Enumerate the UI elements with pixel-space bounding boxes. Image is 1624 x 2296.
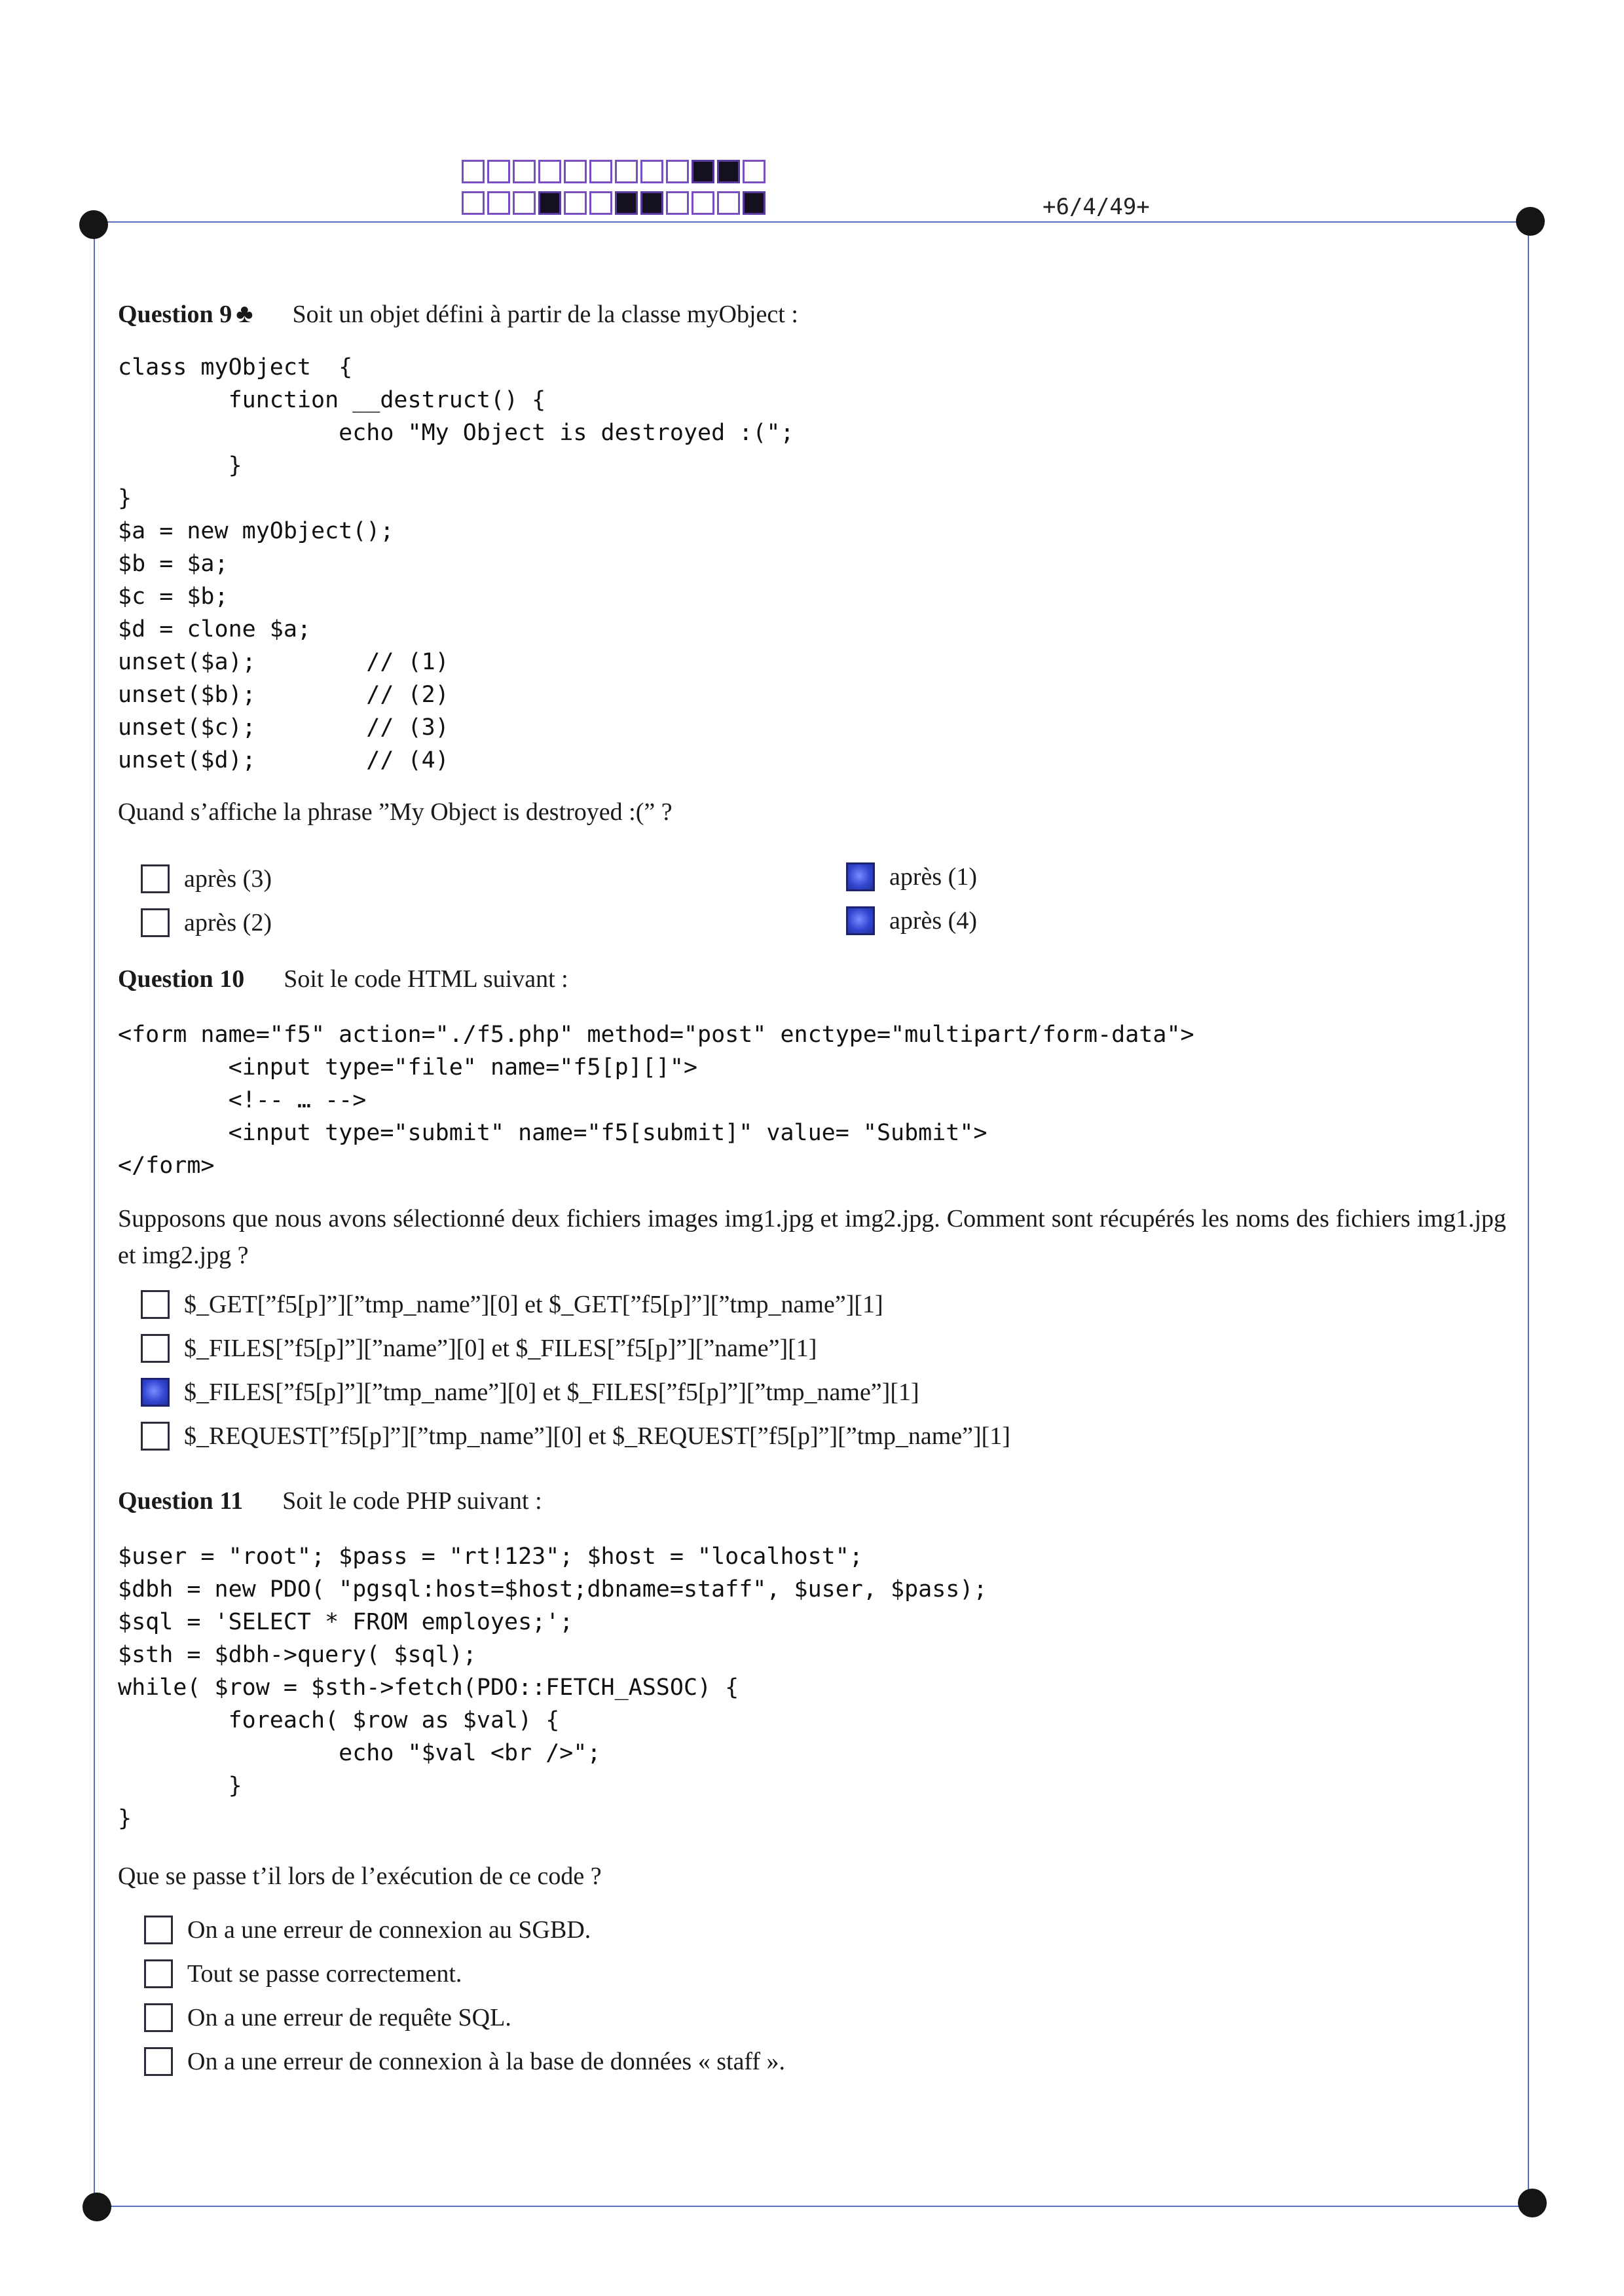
barcode-cell (666, 160, 689, 183)
checkbox[interactable] (144, 1959, 173, 1988)
registration-mark-bottom-right (1518, 2189, 1547, 2217)
q9-option-2[interactable] (141, 908, 272, 937)
q10-option-3[interactable] (141, 1378, 919, 1407)
question-9-number: Question 9 (118, 301, 232, 328)
q10-option-4[interactable] (141, 1422, 1010, 1451)
question-10-header (118, 965, 568, 993)
question-9-label (118, 301, 253, 328)
barcode-cell (513, 191, 536, 215)
option-label: On a une erreur de requête SQL. (187, 2004, 511, 2031)
barcode-cell (692, 191, 714, 215)
checkbox[interactable] (846, 906, 875, 935)
barcode-cell (564, 160, 587, 183)
barcode-cell (487, 160, 510, 183)
q9-option-4[interactable] (846, 906, 977, 935)
barcode-cell (538, 160, 561, 183)
q9-option-3[interactable] (846, 862, 977, 891)
registration-mark-top-right (1516, 207, 1545, 236)
q11-option-4[interactable] (144, 2047, 785, 2076)
option-label: $_REQUEST[”f5[p]”][”tmp_name”][0] et $_REQUEST[”f5[p]”][”tmp_name”][1] (184, 1422, 1010, 1450)
registration-mark-bottom-left (83, 2193, 111, 2221)
question-11-header (118, 1487, 542, 1515)
checkbox[interactable] (141, 1290, 170, 1319)
option-label: $_FILES[”f5[p]”][”tmp_name”][0] et $_FILES[”f5[p]”][”tmp_name”][1] (184, 1379, 919, 1406)
barcode-cell (462, 160, 485, 183)
option-label: Tout se passe correctement. (187, 1960, 462, 1988)
option-label: $_FILES[”f5[p]”][”name”][0] et $_FILES[”f5[p]”][”name”][1] (184, 1335, 817, 1362)
question-9-prompt: Quand s’affiche la phrase ”My Object is destroyed :(” ? (118, 798, 673, 826)
option-label: après (4) (889, 907, 977, 935)
q11-option-1[interactable] (144, 1916, 591, 1944)
barcode-cell (743, 191, 766, 215)
checkbox[interactable] (144, 2047, 173, 2076)
q11-option-3[interactable] (144, 2003, 511, 2032)
barcode-cell (513, 160, 536, 183)
question-10-prompt: Supposons que nous avons sélectionné deux fichiers images img1.jpg et img2.jpg. Comment sont récupérés les noms des fichiers img1.jpg et img2.jpg ? (118, 1205, 1506, 1269)
question-10-code: <form name="f5" action="./f5.php" method="post" enctype="multipart/form-data"> <input type="file" name="f5[p][]"> <!-- … --> <input type="submit" name="f5[submit]" value= "Submit"> </form> (118, 1022, 1194, 1179)
option-label: après (3) (184, 865, 272, 893)
barcode-cell (640, 191, 663, 215)
barcode-cell (615, 191, 638, 215)
barcode-cell (692, 160, 714, 183)
page-code: +6/4/49+ (1043, 194, 1150, 220)
question-9-header (118, 298, 798, 329)
barcode-row-2 (462, 191, 768, 215)
checkbox[interactable] (141, 864, 170, 893)
barcode-row-1 (462, 160, 768, 183)
checkbox[interactable] (846, 862, 875, 891)
barcode-cell (743, 160, 766, 183)
question-9-code: class myObject { function __destruct() { echo "My Object is destroyed :("; } } $a = new myObject(); $b = $a; $c = $b; $d = clone $a; unset($a); // (1) unset($b); // (2) unset($c); // (3) unset($d); // (4) (118, 354, 794, 773)
q9-option-1[interactable] (141, 864, 272, 893)
question-11-intro: Soit le code PHP suivant : (282, 1487, 542, 1515)
checkbox[interactable] (141, 908, 170, 937)
option-label: après (1) (889, 863, 977, 891)
barcode-cell (615, 160, 638, 183)
option-label: après (2) (184, 909, 272, 936)
barcode-cell (538, 191, 561, 215)
barcode-cell (487, 191, 510, 215)
option-label: $_GET[”f5[p]”][”tmp_name”][0] et $_GET[”f5[p]”][”tmp_name”][1] (184, 1291, 883, 1318)
question-11-label: Question 11 (118, 1487, 244, 1515)
barcode-cell (462, 191, 485, 215)
checkbox[interactable] (141, 1378, 170, 1407)
question-9-intro: Soit un objet défini à partir de la classe myObject : (292, 301, 798, 328)
q10-option-1[interactable] (141, 1290, 883, 1319)
barcode-cell (717, 160, 740, 183)
barcode-cell (640, 160, 663, 183)
checkbox[interactable] (144, 2003, 173, 2032)
question-10-intro: Soit le code HTML suivant : (284, 965, 568, 993)
checkbox[interactable] (141, 1422, 170, 1451)
barcode-cell (717, 191, 740, 215)
option-label: On a une erreur de connexion à la base de données « staff ». (187, 2048, 786, 2075)
barcode-cell (589, 160, 612, 183)
checkbox[interactable] (144, 1916, 173, 1944)
barcode-cell (666, 191, 689, 215)
club-icon: ♣ (236, 299, 253, 328)
barcode-cell (564, 191, 587, 215)
checkbox[interactable] (141, 1334, 170, 1363)
barcode-cell (589, 191, 612, 215)
q10-option-2[interactable] (141, 1334, 817, 1363)
q11-option-2[interactable] (144, 1959, 462, 1988)
question-11-prompt: Que se passe t’il lors de l’exécution de ce code ? (118, 1862, 602, 1890)
question-10-label: Question 10 (118, 965, 245, 993)
option-label: On a une erreur de connexion au SGBD. (187, 1916, 591, 1944)
question-11-code: $user = "root"; $pass = "rt!123"; $host = "localhost"; $dbh = new PDO( "pgsql:host=$host;dbname=staff", $user, $pass); $sql = 'SELECT * FROM employes;'; $sth = $dbh->query( $sql); while( $row = $sth->fetch(PDO::FETCH_ASSOC) { foreach( $row as $val) { echo "$val <br />"; } } (118, 1544, 987, 1832)
registration-mark-top-left (79, 210, 108, 239)
